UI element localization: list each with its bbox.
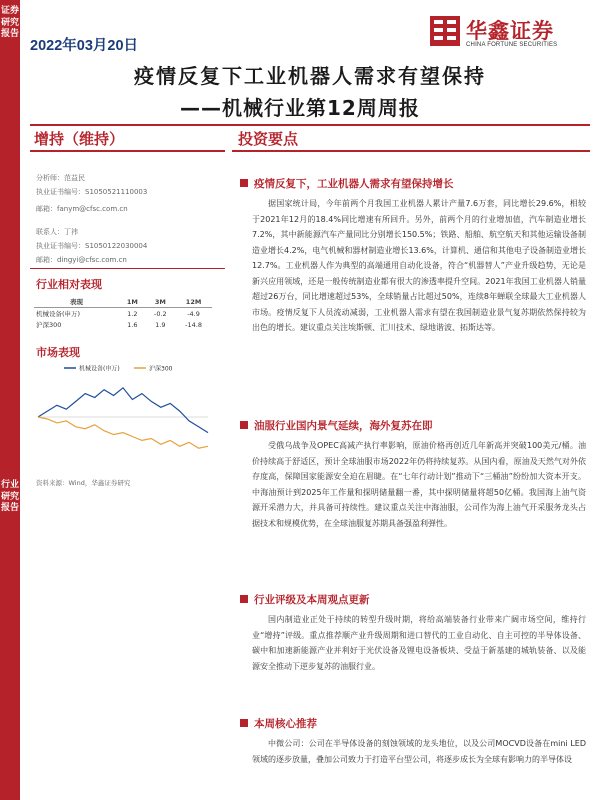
- market-performance-chart: [34, 362, 212, 462]
- analyst-divider: [30, 268, 225, 269]
- perf-cell: -4.9: [187, 309, 200, 318]
- bullet-icon: [240, 719, 248, 727]
- brand-name-cn: 华鑫证券: [466, 19, 554, 43]
- right-divider: [232, 150, 590, 152]
- perf-header: 表现: [34, 296, 119, 308]
- perf-cell: 沪深300: [36, 321, 62, 329]
- section-heading-text: 本周核心推荐: [254, 718, 317, 730]
- investment-highlights-title: 投资要点: [238, 130, 299, 148]
- analyst-license: 执业证书编号：S1050521110003: [36, 188, 148, 196]
- sidebar-top-text: 证券研究报告: [0, 6, 19, 39]
- section-heading-text: 行业评级及本周观点更新: [254, 594, 370, 606]
- perf-cell: 机械设备(申万): [36, 310, 81, 318]
- perf-title: 行业相对表现: [36, 278, 102, 291]
- perf-cell: 1.2: [127, 309, 138, 318]
- section-body: 中微公司：公司在半导体设备的刻蚀领域的龙头地位，以及公司MOCVD设备在mini LED领域的逐步放量，叠加公司致力于打造平台型公司，将逐步成长为全球有影响力的半导体设: [252, 739, 586, 764]
- perf-header: 1M: [119, 296, 146, 308]
- section-body: 受俄乌战争及OPEC高减产执行率影响，原油价格再创近几年新高并突破100美元/桶。油价持续高于舒适区，预计全球油服市场2022年仍将持续复苏。从国内看，原油及天然气对外依存度高，保障国家能源安全迫在眉睫。在“七年行动计划”推动下“三桶油”纷纷加大资本开支。中海油预计到2025年工作量和探明储量翻一番，其中探明储量将超50亿桶。我国海上油气资源开采潜力大，并具备可持续性。建议重点关注中海油服，公司作为海上油气开采服务龙头占据技术和规模优势，在全球油服复苏期具备强盈利弹性。: [252, 441, 586, 528]
- brand-mark-icon: [430, 16, 460, 46]
- table-row: [34, 319, 212, 330]
- left-sidebar: [0, 0, 20, 800]
- perf-header: 3M: [146, 296, 176, 308]
- perf-cell: -14.8: [185, 320, 202, 329]
- section-body: 国内制造业正处于持续的转型升级时期，将给高端装备行业带来广阔市场空间，维持行业“增持”评级。重点推荐顺产业升级周期和进口替代的工业自动化、自主可控的半导体设备、碳中和加速新能源产业并利好于光伏设备及锂电设备板块、受益于新基建的城轨装备、以及能源安全推动下逆步复苏的油服行业。: [252, 615, 586, 671]
- section-body: 据国家统计局，今年前两个月我国工业机器人累计产量7.6万套，同比增长29.6%，相较于2021年12月的18.4%同比增速有所回升。另外，前两个月的行业增加值，汽车制造业增长7.2%，其中新能源汽车产量同比分别增长150.5%；铁路、船舶、航空航天和其他运输设备制造业增长4.2%，电气机械和器材制造业增长13.6%，计算机、通信和其他电子设备制造业增长12.7%。工业机器人作为典型的高端通用自动化设备，符合“机器替人”产业升级趋势，无论是新兴应用领域，还是一般传统制造业都有很大的渗透率提升空间。2021年我国工业机器人销量超过26万台，同比增速超过53%，全球销量占比超过50%，连续8年蝉联全球最大工业机器人市场。疫情反复下人员流动减弱，工业机器人需求有望在我国制造业景气复苏期依然保持较为出色的增长。建议重点关注埃斯顿、汇川技术、绿地谐波、拓斯达等。: [252, 199, 586, 332]
- report-subtitle: ——机械行业第12周周报: [180, 96, 420, 120]
- chart-series-line: [38, 388, 208, 433]
- legend-label: 机械设备(申万): [79, 365, 120, 373]
- perf-header: 12M: [175, 296, 212, 308]
- analyst-email: 邮箱：fanym@cfsc.com.cn: [36, 205, 128, 213]
- section-heading: [238, 418, 433, 432]
- table-row: [34, 308, 212, 320]
- bullet-icon: [240, 179, 248, 187]
- left-divider: [30, 150, 225, 152]
- sidebar-bottom-text: 行业研究报告: [0, 480, 19, 513]
- perf-table: [34, 296, 212, 330]
- report-title: 疫情反复下工业机器人需求有望保持: [134, 64, 486, 88]
- section-heading-text: 疫情反复下，工业机器人需求有望保持增长: [254, 178, 454, 190]
- brand-name-en: CHINA FORTUNE SECURITIES: [466, 42, 558, 48]
- section-heading: [238, 176, 454, 190]
- analyst-name: 分析师：范益民: [36, 174, 85, 182]
- report-date: 2022年03月20日: [30, 38, 139, 54]
- perf-cell: -0.2: [154, 309, 167, 318]
- title-divider: [30, 124, 590, 126]
- industry-rating: 增持（维持）: [34, 130, 125, 148]
- section-heading-text: 油服行业国内景气延续，海外复苏在即: [254, 420, 433, 432]
- bullet-icon: [240, 421, 248, 429]
- contact-license: 执业证书编号：S1050122030004: [36, 242, 148, 250]
- contact-name: 联系人：丁祎: [36, 228, 78, 236]
- section-heading: [238, 716, 317, 730]
- contact-email: 邮箱：dingyi@cfsc.com.cn: [36, 256, 127, 264]
- bullet-icon: [240, 595, 248, 603]
- perf-cell: 1.6: [127, 320, 138, 329]
- legend-label: 沪深300: [149, 365, 173, 373]
- chart-source: 资料来源：Wind，华鑫证券研究: [36, 479, 131, 487]
- perf-cell: 1.9: [155, 320, 166, 329]
- market-title: 市场表现: [36, 346, 80, 359]
- section-heading: [238, 592, 370, 606]
- chart-series-line: [38, 417, 208, 448]
- company-logo: [430, 12, 590, 52]
